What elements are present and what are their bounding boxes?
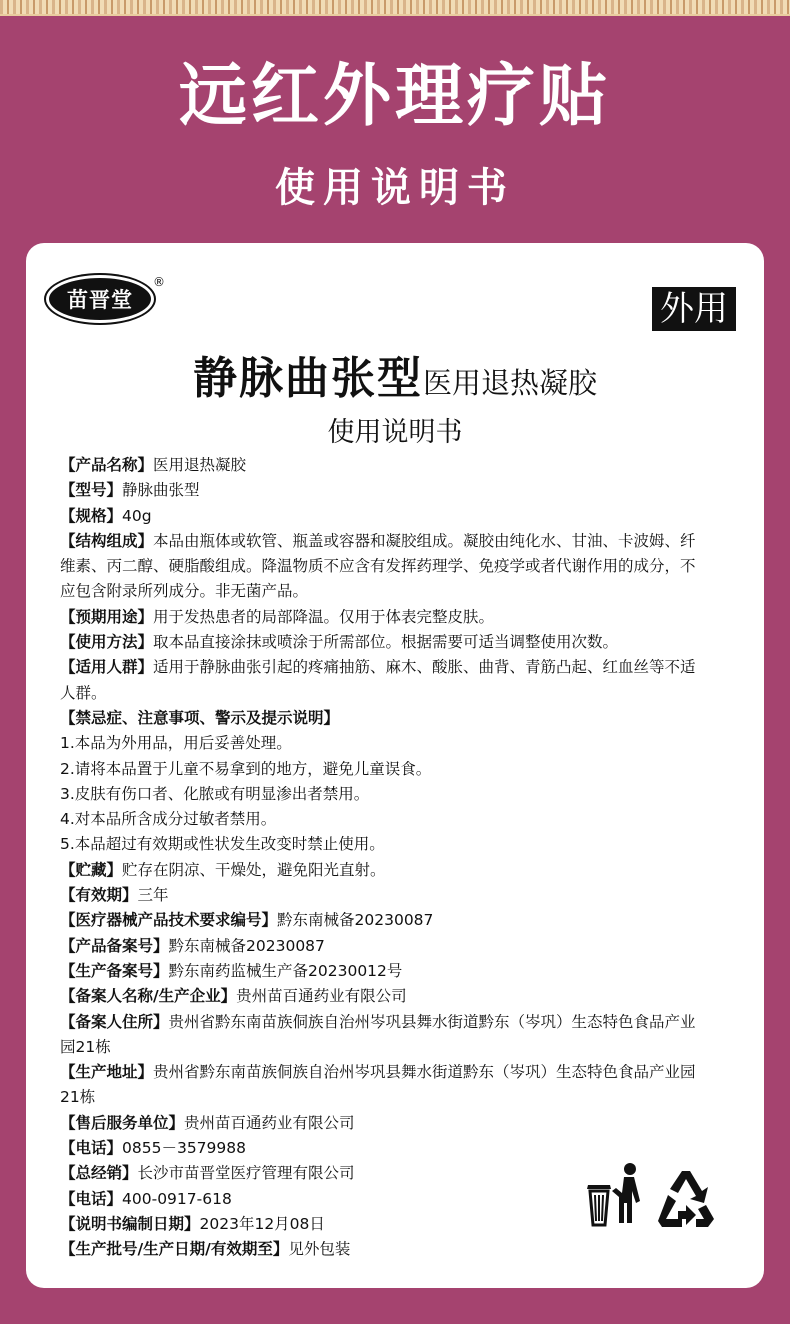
instruction-list: [60, 453, 700, 1263]
external-use-badge: 外用: [652, 287, 736, 331]
list-item: 4.对本品所含成分过敏者禁用。: [60, 810, 277, 829]
list-item: 【售后服务单位】贵州苗百通药业有限公司: [60, 1113, 355, 1132]
disposal-icons: [586, 1161, 726, 1241]
brand-logo: 苗晋堂: [46, 275, 154, 323]
product-type: 静脉曲张型: [192, 353, 423, 404]
list-item: 【总经销】长沙市苗晋堂医疗管理有限公司: [60, 1164, 355, 1183]
manual-title: 使用说明书: [327, 417, 463, 448]
page-title: 远红外理疗贴: [178, 56, 611, 136]
list-item: 2.请将本品置于儿童不易拿到的地方，避免儿童误食。: [60, 759, 432, 778]
decorative-top-border: [0, 0, 790, 16]
list-item: 【结构组成】本品由瓶体或软管、瓶盖或容器和凝胶组成。凝胶由纯化水、甘油、卡波姆、纤维素、丙二醇、硬脂酸组成。降温物质不应含有发挥药理学、免疫学或者代谢作用的成分，不应包含附录所列成分。非无菌产品。: [60, 531, 696, 601]
list-item: 【型号】静脉曲张型: [60, 481, 200, 500]
registered-mark: ®: [153, 275, 165, 289]
list-item: 【禁忌症、注意事项、警示及提示说明】: [60, 708, 340, 727]
list-item: 【说明书编制日期】2023年12月08日: [60, 1214, 325, 1233]
list-item: 【备案人住所】贵州省黔东南苗族侗族自治州岑巩县舞水街道黔东（岑巩）生态特色食品产业园21栋: [60, 1012, 696, 1056]
list-item: 【使用方法】取本品直接涂抹或喷涂于所需部位。根据需要可适当调整使用次数。: [60, 633, 619, 652]
list-item: 1.本品为外用品，用后妥善处理。: [60, 734, 292, 753]
list-item: 【生产批号/生产日期/有效期至】见外包装: [60, 1240, 351, 1259]
recycle-icon: [658, 1171, 714, 1227]
list-item: 【备案人名称/生产企业】贵州苗百通药业有限公司: [60, 987, 407, 1006]
list-item: 【有效期】三年: [60, 886, 169, 905]
list-item: 【产品备案号】黔东南械备20230087: [60, 936, 325, 955]
list-item: 【生产地址】贵州省黔东南苗族侗族自治州岑巩县舞水街道黔东（岑巩）生态特色食品产业园21栋: [60, 1063, 696, 1107]
list-item: 5.本品超过有效期或性状发生改变时禁止使用。: [60, 835, 385, 854]
trash-bin-person-icon: [587, 1163, 640, 1225]
list-item: 【生产备案号】黔东南药监械生产备20230012号: [60, 961, 403, 980]
list-item: 【规格】40g: [60, 506, 152, 525]
page-subtitle: 使用说明书: [275, 164, 515, 211]
product-heading: [26, 353, 764, 404]
list-item: 【预期用途】用于发热患者的局部降温。仅用于体表完整皮肤。: [60, 607, 495, 626]
list-item: 【适用人群】适用于静脉曲张引起的疼痛抽筋、麻木、酸胀、曲背、青筋凸起、红血丝等不适人群。: [60, 658, 696, 702]
list-item: 【贮藏】贮存在阴凉、干燥处，避免阳光直射。: [60, 860, 386, 879]
product-name: 医用退热凝胶: [422, 366, 597, 400]
instruction-card: [26, 243, 764, 1288]
list-item: 【医疗器械产品技术要求编号】黔东南械备20230087: [60, 911, 434, 930]
list-item: 【产品名称】医用退热凝胶: [60, 456, 247, 474]
list-item: 【电话】0855－3579988: [60, 1139, 246, 1158]
list-item: 【电话】400-0917-618: [60, 1189, 232, 1208]
list-item: 3.皮肤有伤口者、化脓或有明显渗出者禁用。: [60, 784, 370, 803]
